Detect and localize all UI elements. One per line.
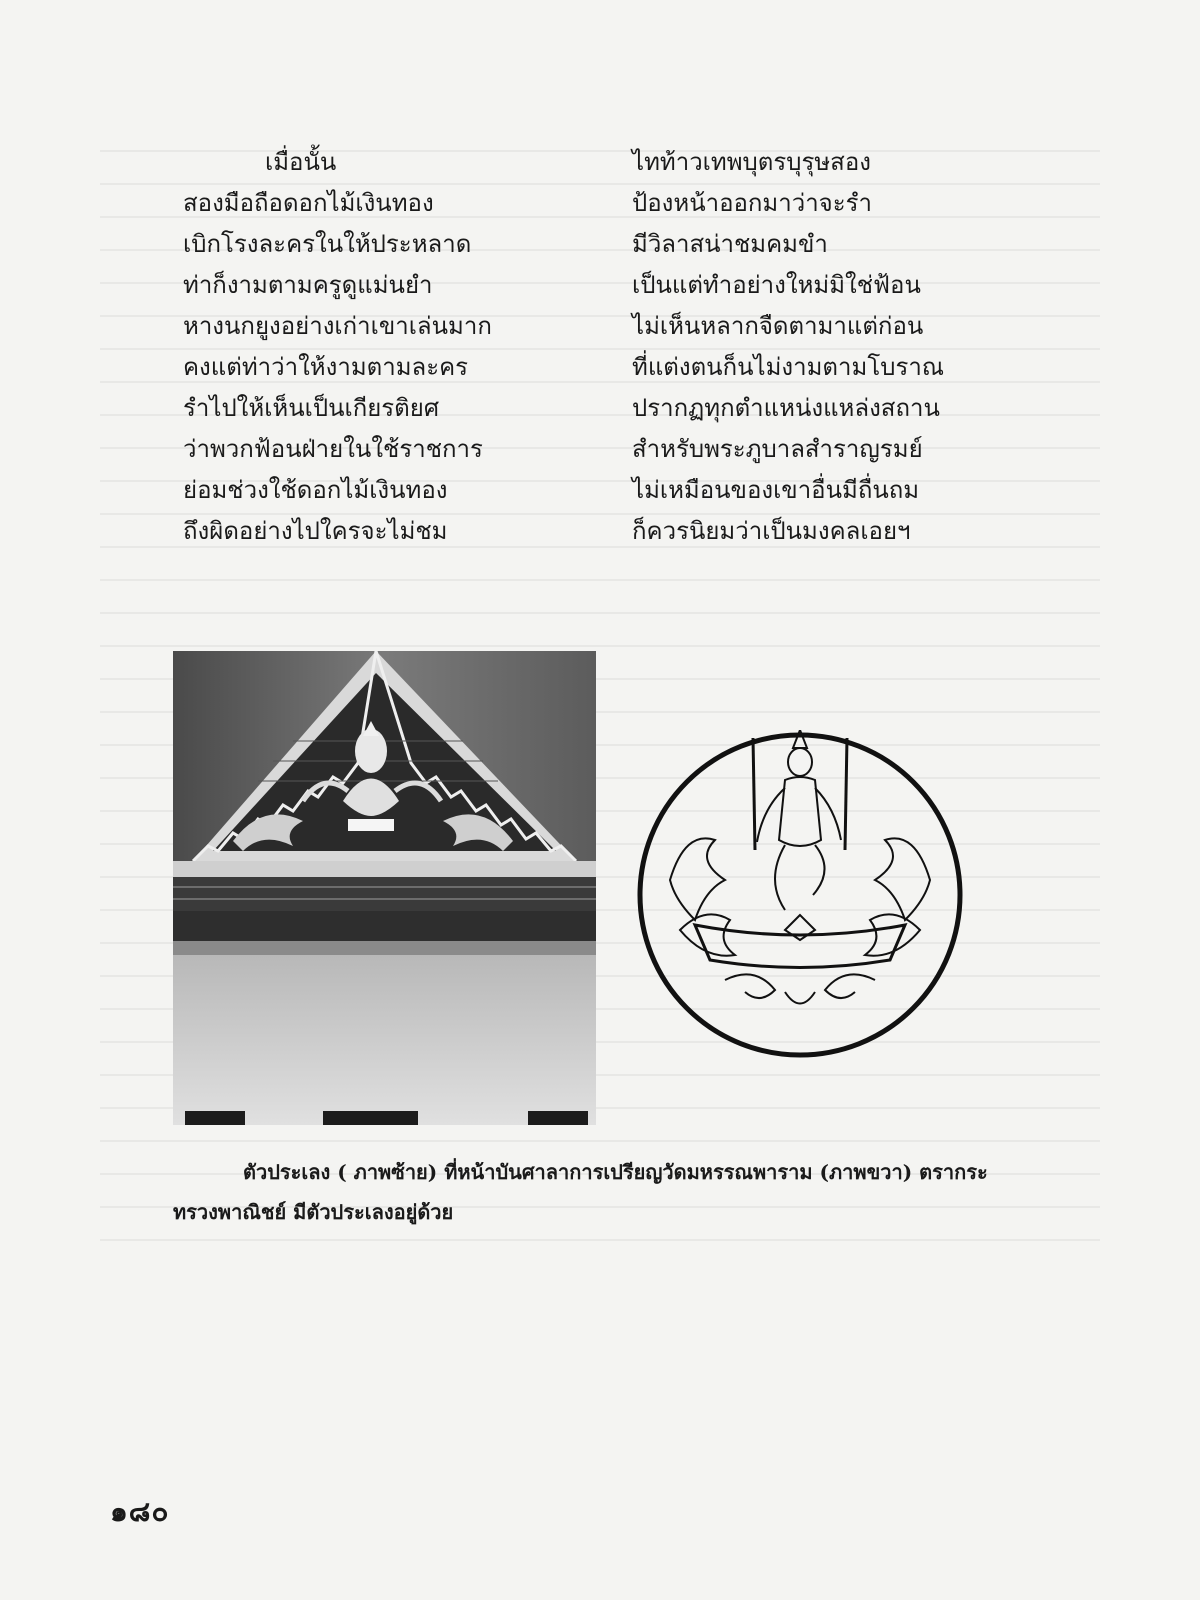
- poem-line-right: ไม่เห็นหลากจืดตามาแต่ก่อน: [632, 312, 924, 340]
- poem-line-left: เบิกโรงละครในให้ประหลาด: [183, 230, 472, 258]
- poem-line-left: ว่าพวกฟ้อนฝ่ายในใช้ราชการ: [183, 435, 483, 463]
- page-number: ๑๘๐: [110, 1495, 170, 1528]
- poem-line-left: คงแต่ท่าว่าให้งามตามละคร: [183, 353, 469, 381]
- poem-line-left: ท่าก็งามตามครูดูแม่นยำ: [183, 271, 433, 299]
- poem-line: [0, 511, 1200, 553]
- gable-photo: [173, 651, 596, 1125]
- poem-line-right: ป้องหน้าออกมาว่าจะรำ: [632, 189, 872, 217]
- poem-line-right: สำหรับพระภูบาลสำราญรมย์: [632, 435, 923, 463]
- gable-photo-image: [173, 651, 596, 1125]
- poem-line-left: หางนกยูงอย่างเก่าเขาเล่นมาก: [183, 312, 492, 340]
- poem-line: [0, 429, 1200, 471]
- poem-line-right: เป็นแต่ทำอย่างใหม่มิใช่ฟ้อน: [632, 271, 921, 299]
- poem-line-right: ก็ควรนิยมว่าเป็นมงคลเอยฯ: [632, 517, 911, 545]
- poem-line: [0, 224, 1200, 266]
- poem-line: [0, 265, 1200, 307]
- poem-line-right: ที่แต่งตนก็นไม่งามตามโบราณ: [632, 353, 945, 381]
- poem-line: [0, 142, 1200, 184]
- poem-line: [0, 388, 1200, 430]
- poem-line-left: ย่อมช่วงใช้ดอกไม้เงินทอง: [183, 476, 448, 504]
- poem-line-left: รำไปให้เห็นเป็นเกียรติยศ: [183, 394, 440, 422]
- poem-line-right: ปรากฏทุกตำแหน่งแหล่งสถาน: [632, 394, 940, 422]
- poem-line: [0, 347, 1200, 389]
- poem-line-right: มีวิลาสน่าชมคมขำ: [632, 230, 828, 258]
- poem-line-left: ถึงผิดอย่างไปใครจะไม่ชม: [183, 517, 448, 545]
- ministry-seal-drawing: [635, 730, 965, 1060]
- caption-line-1: ตัวประเลง ( ภาพซ้าย) ที่หน้าบันศาลาการเปรียญวัดมหรรณพาราม (ภาพขวา) ตรากระ: [243, 1160, 988, 1184]
- poem-line-left: สองมือถือดอกไม้เงินทอง: [183, 189, 434, 217]
- poem-line-left: เมื่อนั้น: [265, 148, 337, 176]
- poem-line: [0, 470, 1200, 512]
- figure-caption: [173, 1152, 1053, 1232]
- poem-line-right: ไทท้าวเทพบุตรบุรุษสอง: [632, 148, 871, 176]
- caption-line-2: ทรวงพาณิชย์ มีตัวประเลงอยู่ด้วย: [173, 1200, 454, 1224]
- poem-line: [0, 306, 1200, 348]
- poem-line: [0, 183, 1200, 225]
- poem-line-right: ไม่เหมือนของเขาอื่นมีถื่นถม: [632, 476, 920, 504]
